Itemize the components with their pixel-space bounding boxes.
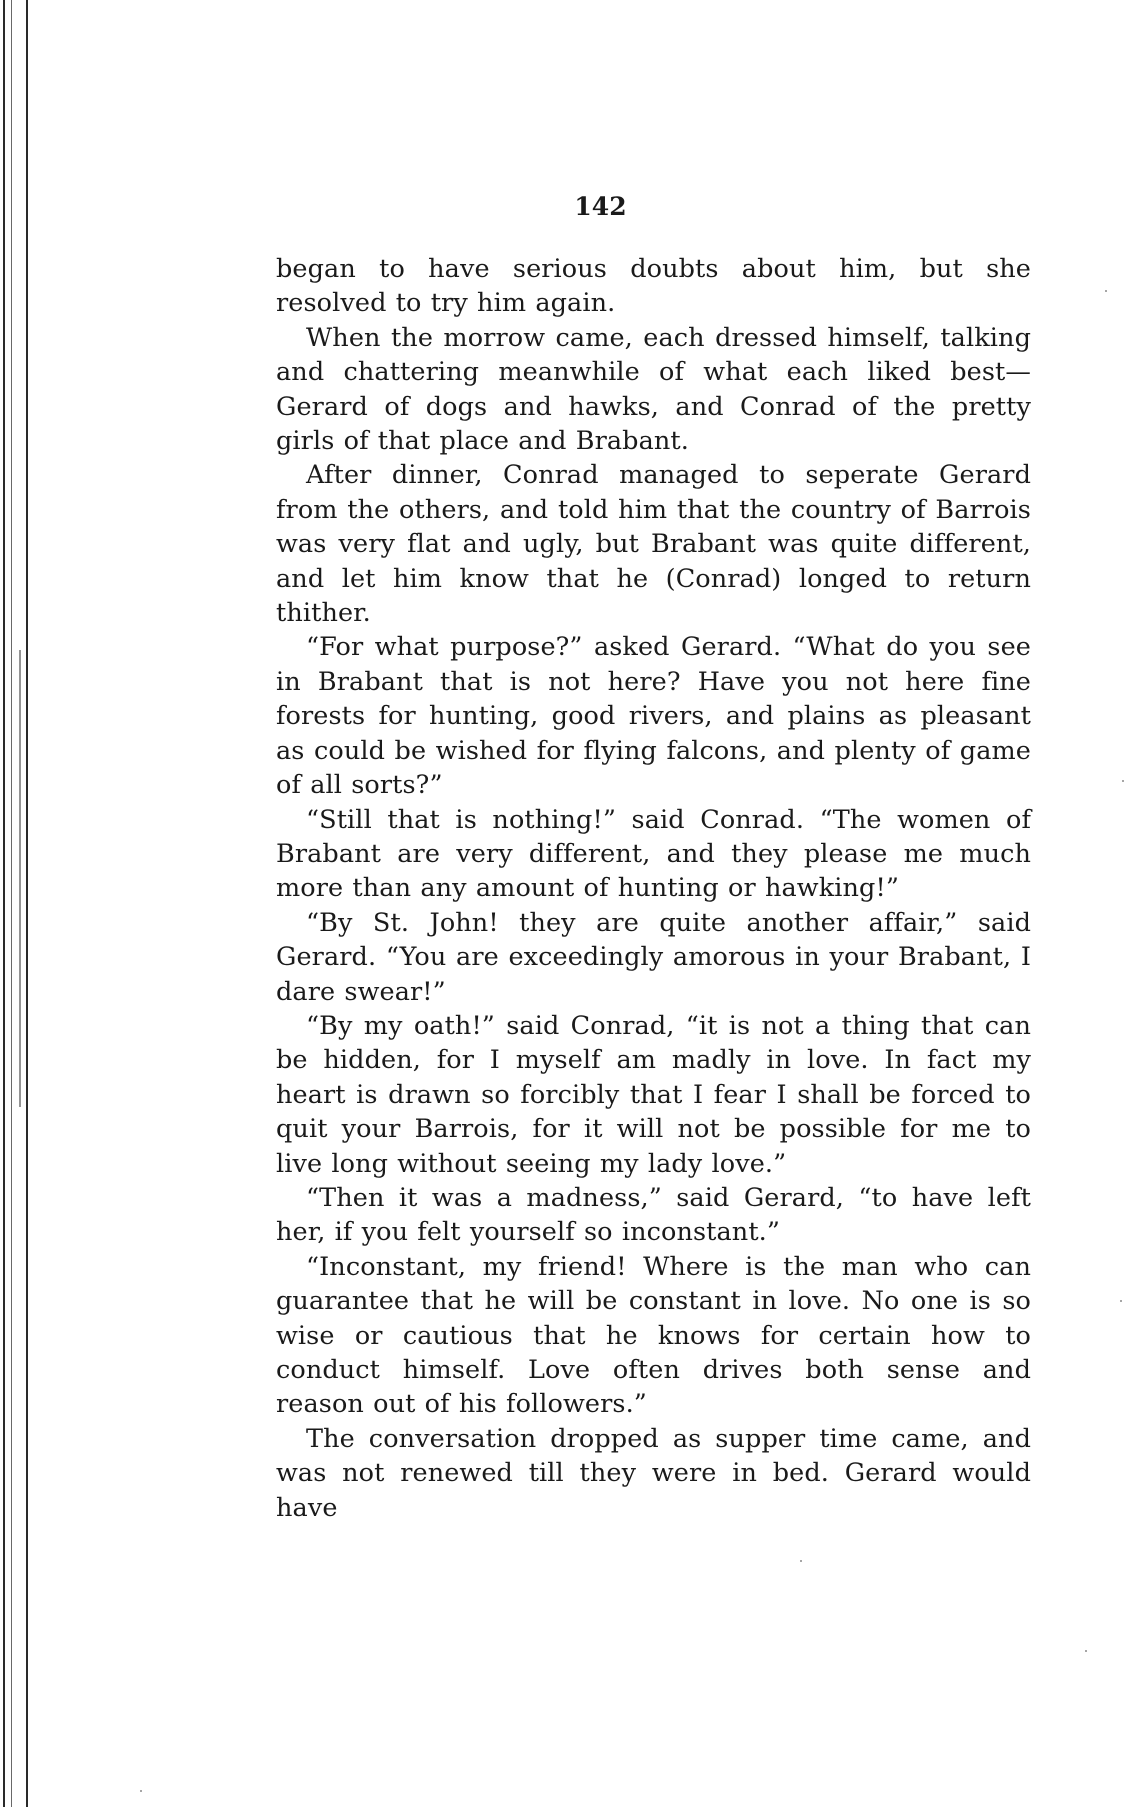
paragraph: “Then it was a madness,” said Gerard, “to have left her, if you felt yourself so inconstant.” [276,1182,1031,1248]
binding-rule [19,650,21,1107]
page-number-text: 142 [574,192,627,221]
paragraph: When the morrow came, each dressed himself, talking and chattering meanwhile of what each liked best—Gerard of dogs and hawks, and Conrad of the pretty girls of that place and Brabant. [276,322,1031,457]
paragraph: The conversation dropped as supper time came, and was not renewed till they were in bed. Gerard would have [276,1423,1031,1523]
paper-speck [1105,290,1107,292]
paragraph: “By my oath!” said Conrad, “it is not a thing that can be hidden, for I myself am madly in love. In fact my heart is drawn so forcibly that I fear I shall be forced to quit your Barrois, for it will not be possible for me to live long without seeing my lady love.” [276,1010,1031,1179]
paragraph: “For what purpose?” asked Gerard. “What do you see in Brabant that is not here? Have you not here fine forests for hunting, good rivers, and plains as pleasant as could be wished for flying falcons, and plenty of game of all sorts?” [276,632,1031,801]
page-binding-edge [0,0,40,1807]
paper-speck [140,1790,142,1792]
paper-speck [1122,780,1124,782]
page-number [0,192,1129,221]
paragraph: After dinner, Conrad managed to seperate Gerard from the others, and told him that the country of Barrois was very flat and ugly, but Brabant was quite different, and let him know that he (Conrad) longed to return thither. [276,460,1031,629]
binding-rule [26,0,28,1807]
paper-speck [1085,1650,1087,1652]
paragraph: “By St. John! they are quite another affair,” said Gerard. “You are exceedingly amorous in your Brabant, I dare swear!” [276,907,1031,1007]
paper-speck [800,1560,802,1562]
body-text [276,252,1031,1525]
paragraph: “Inconstant, my friend! Where is the man who can guarantee that he will be constant in love. No one is so wise or cautious that he knows for certain how to conduct himself. Love often drives both sense and reason out of his followers.” [276,1251,1031,1420]
paper-speck [1120,1300,1122,1302]
paragraph: “Still that is nothing!” said Conrad. “The women of Brabant are very different, and they please me much more than any amount of hunting or hawking!” [276,804,1031,904]
binding-rule [3,0,5,1807]
paragraph: began to have serious doubts about him, but she resolved to try him again. [276,254,1031,319]
binding-rule [11,0,12,1807]
